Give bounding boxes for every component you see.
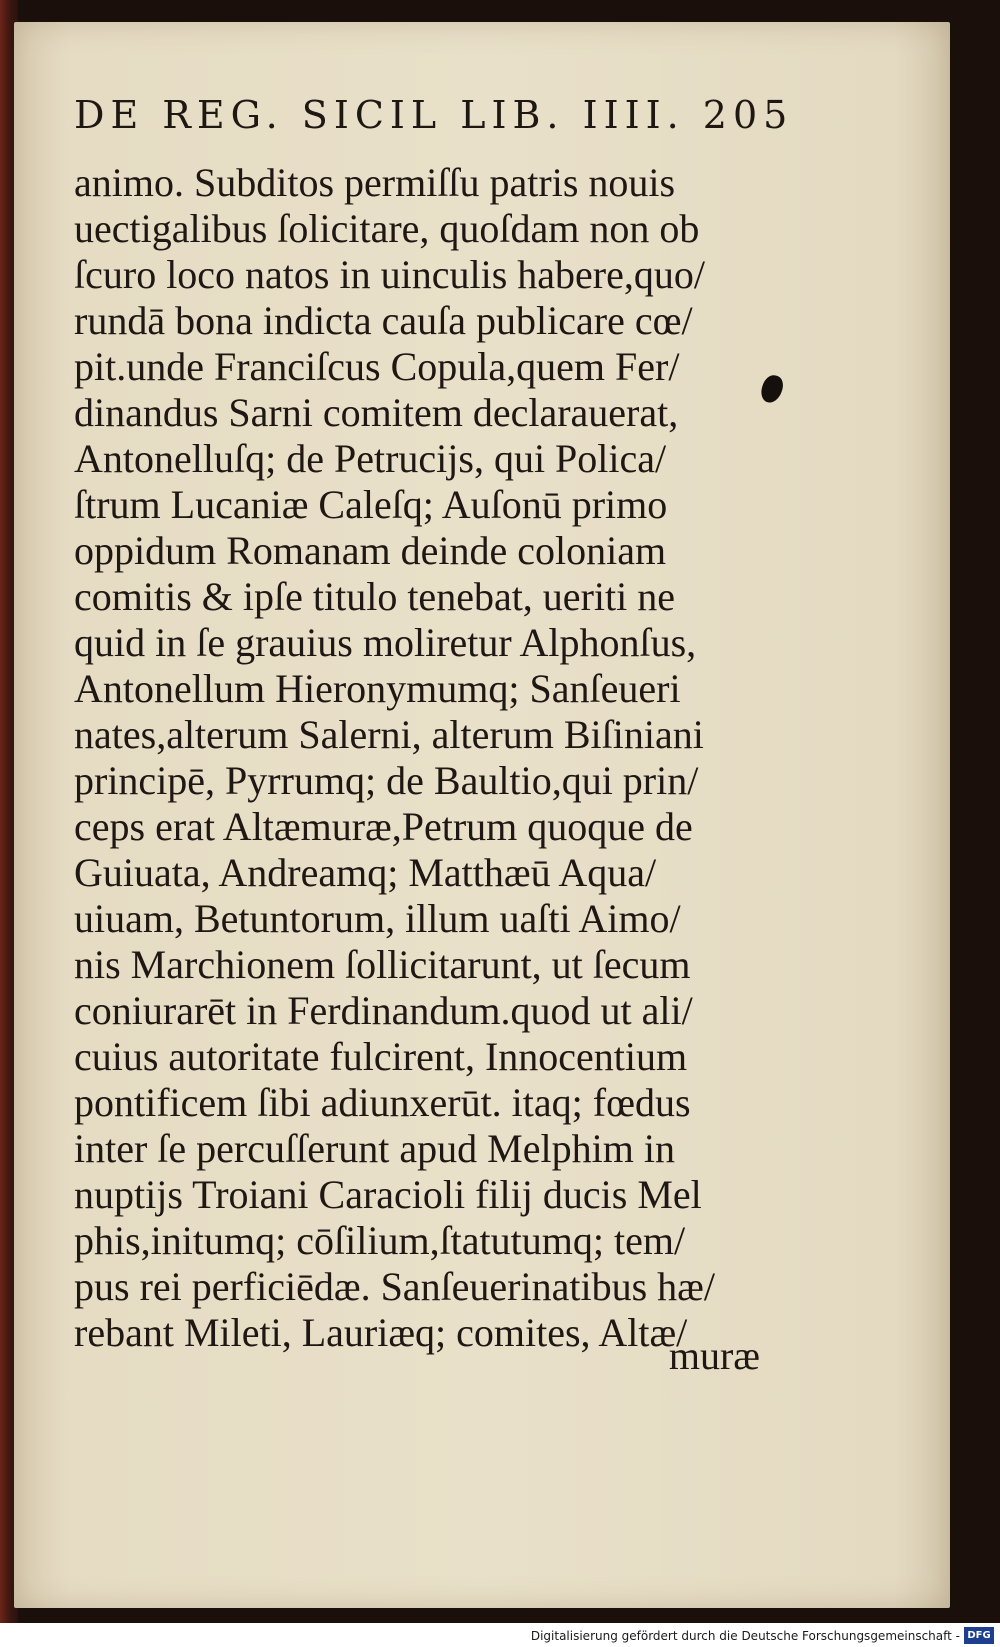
text-line: nuptijs Troiani Caracioli filij ducis Mel: [74, 1172, 702, 1217]
text-line: quid in ſe grauius moliretur Alphonſus,: [74, 620, 697, 665]
catchword: muræ: [668, 1333, 760, 1378]
text-line: ſtrum Lucaniæ Caleſq; Auſonū primo: [74, 482, 668, 527]
body-text: [74, 160, 754, 1356]
text-line: dinandus Sarni comitem declarauerat,: [74, 390, 679, 435]
text-line: principē, Pyrrumq; de Baultio,qui prin/: [74, 758, 699, 803]
text-line: rundā bona indicta cauſa publicare cœ/: [74, 298, 693, 343]
text-line: ceps erat Altæmuræ,Petrum quoque de: [74, 804, 693, 849]
text-line: nis Marchionem ſollicitarunt, ut ſecum: [74, 942, 691, 987]
text-line: uiuam, Betuntorum, illum uaſti Aimo/: [74, 896, 681, 941]
text-line: Antonellum Hieronymumq; Sanſeueri: [74, 666, 681, 711]
text-line: nates,alterum Salerni, alterum Biſiniani: [74, 712, 704, 757]
text-line: coniurarēt in Ferdinandum.quod ut ali/: [74, 988, 693, 1033]
text-line: pus rei perficiēdæ. Sanſeuerinatibus hæ/: [74, 1264, 715, 1309]
text-line: comitis & ipſe titulo tenebat, ueriti ne: [74, 574, 675, 619]
text-line: Guiuata, Andreamq; Matthæū Aqua/: [74, 850, 657, 895]
text-line: Antonelluſq; de Petrucijs, qui Polica/: [74, 436, 667, 481]
running-head: DE REG. SICIL LIB. IIII. 205: [74, 93, 794, 137]
text-line: pontificem ſibi adiunxerūt. itaq; fœdus: [74, 1080, 691, 1125]
text-line: pit.unde Franciſcus Copula,quem Fer/: [74, 344, 680, 389]
text-line: cuius autoritate fulcirent, Innocentium: [74, 1034, 688, 1079]
text-line: inter ſe percuſſerunt apud Melphim in: [74, 1126, 675, 1171]
dfg-logo: DFG: [964, 1627, 994, 1644]
text-line: ſcuro loco natos in uinculis habere,quo/: [74, 252, 705, 297]
text-line: oppidum Romanam deinde coloniam: [74, 528, 667, 573]
text-line: animo. Subditos permiſſu patris nouis: [74, 160, 676, 205]
text-line: rebant Mileti, Lauriæq; comites, Altæ/: [74, 1310, 688, 1355]
footer-bar: [0, 1623, 1000, 1647]
text-line: phis,initumq; cōſilium,ſtatutumq; tem/: [74, 1218, 686, 1263]
footer-credit: Digitalisierung gefördert durch die Deutsche Forschungsgemeinschaft -: [530, 1629, 960, 1643]
text-line: uectigalibus ſolicitare, quoſdam non ob: [74, 206, 700, 251]
